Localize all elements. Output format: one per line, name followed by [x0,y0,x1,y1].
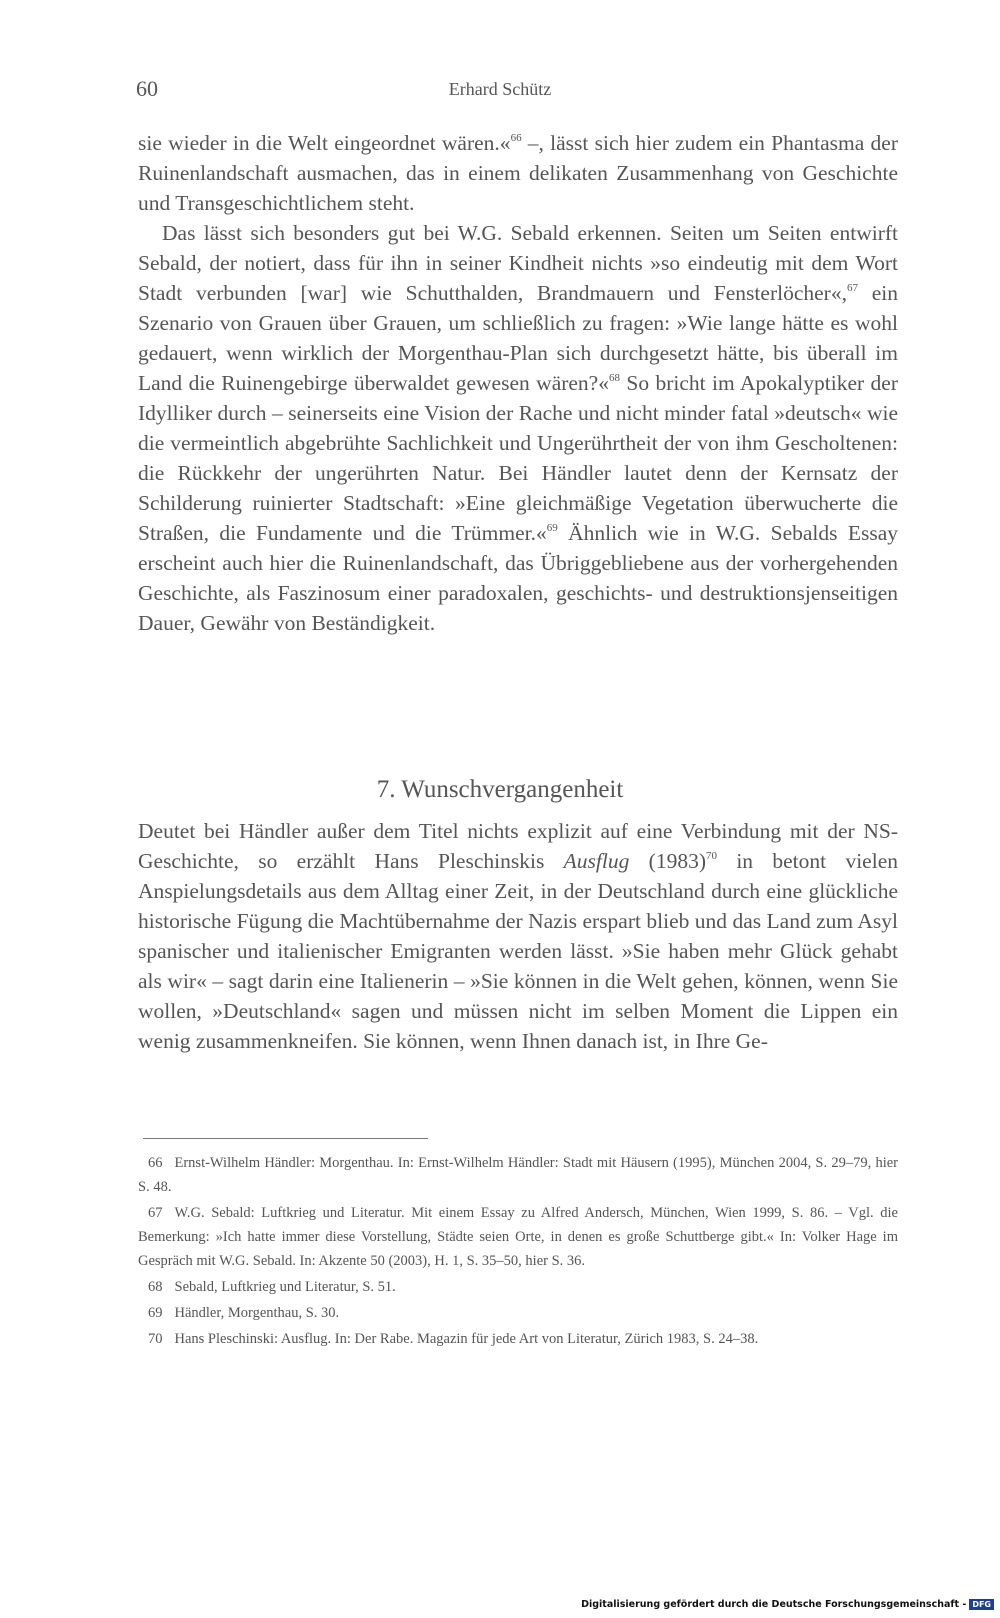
book-title-ausflug: Ausflug [563,849,630,873]
credit-text: Digitalisierung gefördert durch die Deutsche Forschungsgemeinschaft - [581,1599,967,1610]
footnote-ref-66[interactable]: 66 [510,132,522,144]
running-title: Erhard Schütz [448,79,552,99]
body-text-bottom [138,816,898,1056]
footnote-number: 66 [148,1155,163,1171]
paragraph-3 [138,816,898,1056]
footnote-text: W.G. Sebald: Luftkrieg und Literatur. Mit einem Essay zu Alfred Andersch, München, Wien 1999, S. 86. – Vgl. die Bemerkung: »Ich hatte immer diese Vorstellung, Städte seien Orte, in denen es große Schuttberge gibt.« In: Volker Hage im Gespräch mit W.G. Sebald. In: Akzente 50 (2003), H. 1, S. 35–50, hier S. 36. [138,1205,898,1269]
paragraph-1-text-a: sie wieder in die Welt eingeordnet wären.« [138,131,511,155]
paragraph-1 [138,128,898,218]
paragraph-2-text-a: Das lässt sich besonders gut bei W.G. Sebald erkennen. Seiten um Seiten entwirft Sebald, der notiert, dass für ihn in seiner Kindheit nichts »so eindeutig mit dem Wort Stadt verbunden [war] wie Schutthalden, Brandmauern und Fensterlöcher«, [138,221,898,305]
dfg-logo: DFG [969,1599,994,1610]
footnote-text: Sebald, Luftkrieg und Literatur, S. 51. [174,1279,396,1295]
paragraph-3-text-a: Deutet bei Händler außer dem Titel nichts explizit auf eine Verbindung mit der NS-Geschichte, so erzählt Hans Pleschinskis [138,819,898,873]
footnote-ref-70[interactable]: 70 [706,850,717,862]
paragraph-2 [138,218,898,638]
digitization-credit [581,1599,994,1610]
paragraph-1-text-b: –, lässt sich hier zudem ein Phantasma der Ruinenlandschaft ausmachen, das in einem delikaten Zusammenhang von Geschichte und Transgeschichtlichem steht. [138,131,898,215]
footnote-66 [138,1151,898,1199]
footnote-70 [138,1327,898,1351]
footnote-67 [138,1201,898,1273]
paragraph-2-text-d: Ähnlich wie in W.G. Sebalds Essay erscheint auch hier die Ruinenlandschaft, das Übriggebliebene aus der vorhergehenden Geschichte, als Faszinosum einer paradoxalen, geschichts- und destruktionsjenseitigen Dauer, Gewähr von Beständigkeit. [138,521,898,635]
footnote-text: Hans Pleschinski: Ausflug. In: Der Rabe. Magazin für jede Art von Literatur, Zürich 1983, S. 24–38. [174,1331,759,1347]
footnote-separator [143,1138,428,1139]
page-number: 60 [136,76,158,101]
paragraph-3-text-c: in betont vielen Anspielungsdetails aus dem Alltag einer Zeit, in der Deutschland durch eine glückliche historische Fügung die Machtübernahme der Nazis erspart blieb und das Land zum Asyl spanischer und italienischer Emigranten werden lässt. »Sie haben mehr Glück gehabt als wir« – sagt darin eine Italienerin – »Sie können in die Welt gehen, können, wenn Sie wollen, »Deutschland« sagen und müssen nicht im selben Moment die Lippen ein wenig zusammenkneifen. Sie können, wenn Ihnen danach ist, in Ihre Ge- [138,849,898,1053]
footnote-number: 67 [148,1205,163,1221]
footnote-69 [138,1301,898,1325]
section-heading: 7. Wunschvergangenheit [376,776,624,803]
footnote-ref-69[interactable]: 69 [546,522,558,534]
footnote-number: 68 [148,1279,163,1295]
footnote-ref-68[interactable]: 68 [608,372,620,384]
footnote-ref-67[interactable]: 67 [846,282,858,294]
footnote-text: Ernst-Wilhelm Händler: Morgenthau. In: Ernst-Wilhelm Händler: Stadt mit Häusern (1995), München 2004, S. 29–79, hier S. 48. [138,1155,898,1195]
paragraph-2-text-b: ein Szenario von Grauen über Grauen, um schließlich zu fragen: »Wie lange hätte es wohl gedauert, wenn wirklich der Morgenthau-Plan sich durchgesetzt hätte, bis überall im Land die Ruinengebirge überwaldet gewesen wären?« [138,281,898,395]
footnote-number: 70 [148,1331,163,1347]
body-text-top [138,128,898,638]
footnote-text: Händler, Morgenthau, S. 30. [174,1305,340,1321]
footnote-68 [138,1275,898,1299]
paragraph-2-text-c: So bricht im Apokalyptiker der Idylliker durch – seinerseits eine Vision der Rache und nicht minder fatal »deutsch« wie die vermeintlich abgebrühte Sachlichkeit und Ungerührtheit der von ihm Gescholtenen: die Rückkehr der ungerührten Natur. Bei Händler lautet denn der Kernsatz der Schilderung ruinierter Stadtschaft: »Eine gleichmäßige Vegetation überwucherte die Straßen, die Fundamente und die Trümmer.« [138,371,898,545]
footnote-number: 69 [148,1305,163,1321]
paragraph-3-text-b: (1983) [629,849,706,873]
footnotes [138,1151,898,1353]
